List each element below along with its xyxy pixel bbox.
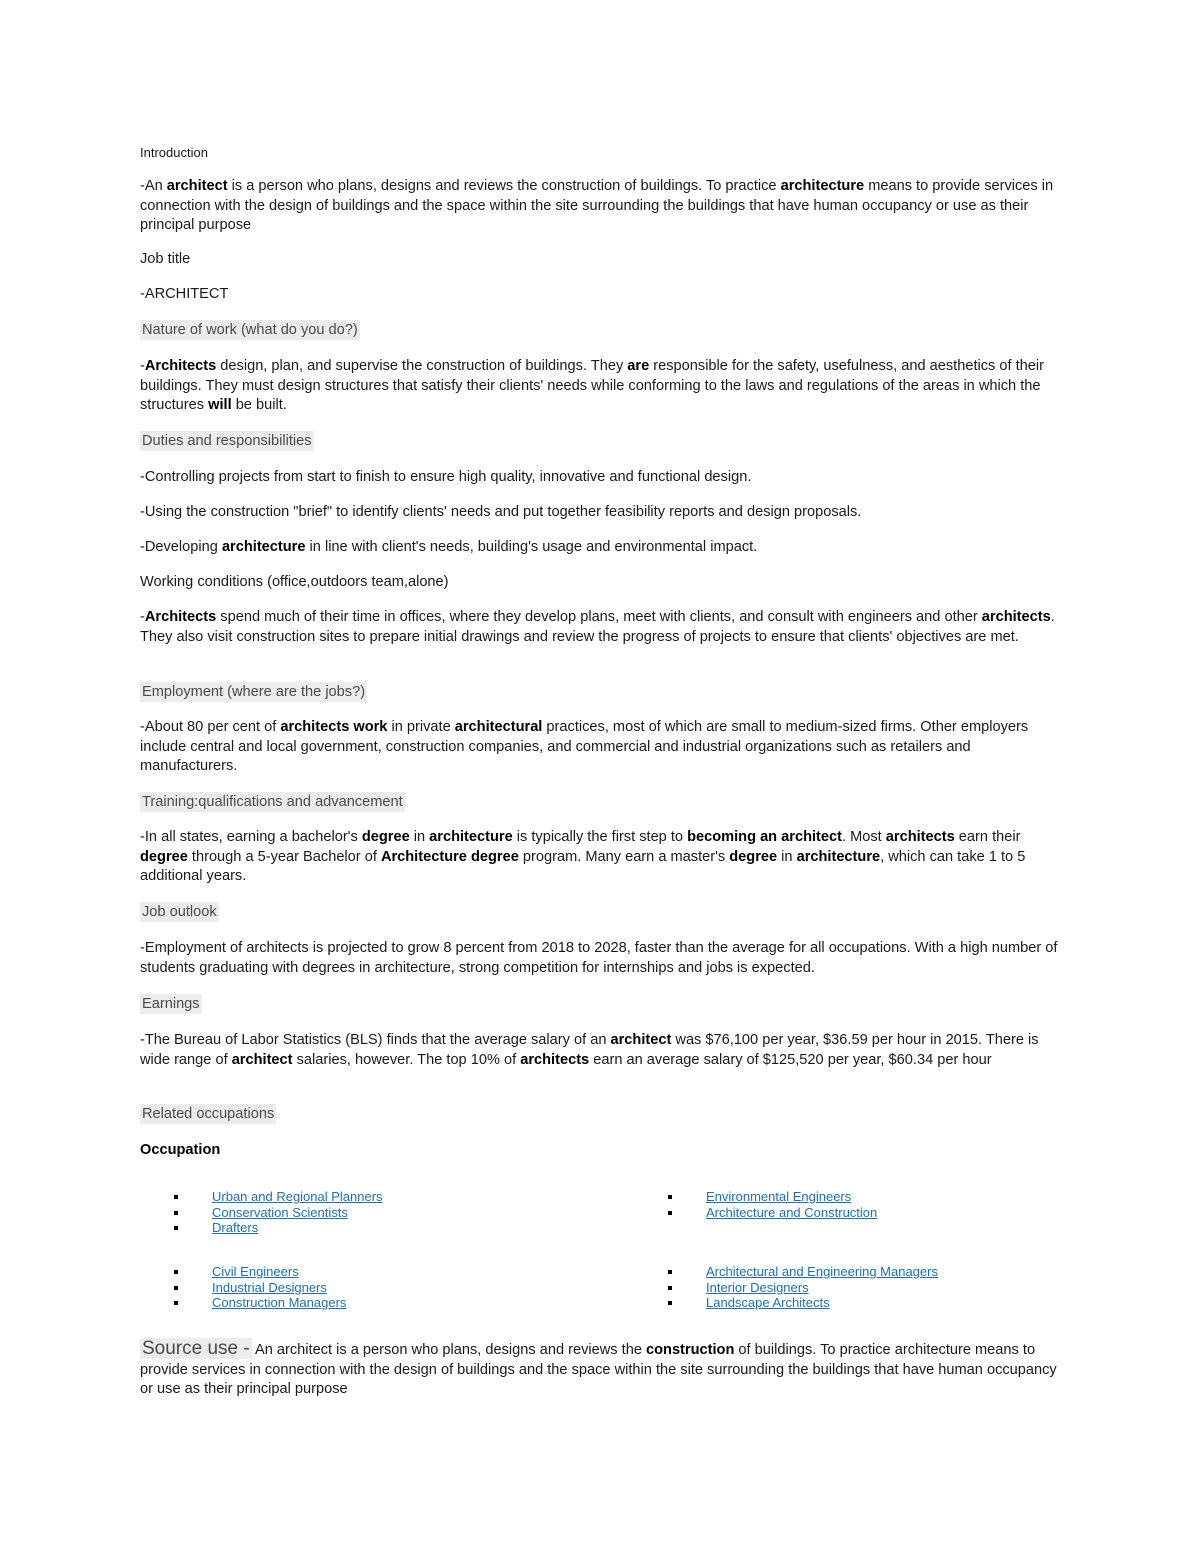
employment-paragraph [140, 718, 1060, 777]
intro-text-2: is a person who plans, designs and reviews the construction of buildings. To practice [227, 178, 781, 194]
earnings-heading [140, 994, 1060, 1015]
training-text-9: , which can take 1 to 5 additional years. [140, 848, 1026, 884]
nature-heading-text: Nature of work (what do you do?) [142, 322, 358, 338]
job-title-heading [140, 250, 1060, 270]
list-item [174, 1205, 383, 1221]
intro-heading [140, 143, 1060, 163]
list-item [174, 1264, 346, 1280]
employment-bold-2: architectural [454, 719, 543, 735]
training-text-7: program. Many earn a master's [518, 848, 730, 865]
working-heading-text: Working conditions (office,outdoors team,alone) [140, 574, 449, 590]
duties-item-3-bold: architecture [221, 539, 306, 555]
list-item [668, 1280, 938, 1296]
bullet-icon [174, 1286, 178, 1290]
bullet-icon [668, 1286, 672, 1290]
employment-text-1: -About 80 per cent of [140, 719, 281, 735]
bullet-icon [668, 1211, 672, 1215]
bullet-icon [668, 1195, 672, 1199]
duties-heading [140, 431, 1060, 452]
source-paragraph [140, 1339, 1060, 1400]
bullet-icon [668, 1270, 672, 1274]
training-text-4: . Most [842, 829, 886, 845]
list-item [174, 1295, 346, 1311]
duties-item-1-text: -Controlling projects from start to finish to ensure high quality, innovative and functional design. [140, 469, 752, 485]
employment-heading [140, 682, 1060, 703]
occupation-list-right-1 [668, 1189, 877, 1220]
duties-item-3-text-2: in line with client's needs, building's usage and environmental impact. [305, 539, 758, 555]
duties-item-3-text-1: -Developing [140, 539, 222, 555]
occupation-link[interactable]: Environmental Engineers [706, 1189, 852, 1204]
intro-heading-text: Introduction [140, 145, 208, 160]
outlook-heading [140, 902, 1060, 923]
nature-text-4: be built. [231, 397, 287, 413]
job-title-value [140, 285, 1060, 305]
training-text-2: in [409, 829, 430, 845]
intro-bold-architect: architect [166, 178, 228, 194]
earnings-bold-2: architect [231, 1051, 293, 1068]
source-heading: Source use - [142, 1338, 250, 1359]
bullet-icon [174, 1270, 178, 1274]
training-bold-3: becoming an architect [687, 829, 842, 845]
training-heading [140, 792, 1060, 813]
occupation-link[interactable]: Conservation Scientists [212, 1204, 348, 1220]
training-bold-5: degree [140, 848, 188, 865]
nature-heading [140, 320, 1060, 341]
occupation-link[interactable]: Civil Engineers [212, 1264, 299, 1279]
employment-bold-1: architects work [280, 719, 388, 735]
working-bold-2: architects [981, 609, 1051, 625]
list-item [174, 1189, 383, 1205]
occupation-list-left-2 [174, 1264, 346, 1311]
training-heading-text: Training:qualifications and advancement [142, 794, 403, 810]
nature-paragraph [140, 357, 1060, 416]
training-bold-8: architecture [796, 848, 881, 865]
list-item [668, 1264, 938, 1280]
occupation-link[interactable]: Urban and Regional Planners [212, 1189, 383, 1204]
source-bold: construction [646, 1342, 735, 1358]
occupation-label-text: Occupation [140, 1142, 221, 1158]
list-item [174, 1220, 383, 1236]
duties-heading-text: Duties and responsibilities [142, 433, 312, 449]
intro-paragraph [140, 177, 1060, 236]
working-text-1: - [140, 609, 145, 625]
training-bold-2: architecture [429, 829, 513, 845]
training-text-6: through a 5-year Bachelor of [187, 848, 381, 865]
source-text-2: of buildings. To practice architecture means to provide services in connection with the design of buildings and the space within the site surrounding the buildings that have human occupancy or use as their principal purpose [140, 1342, 1057, 1397]
outlook-heading-text: Job outlook [142, 904, 217, 920]
job-title-value-text: -ARCHITECT [140, 286, 229, 302]
bullet-icon [668, 1301, 672, 1305]
occupation-label [140, 1141, 1060, 1161]
bullet-icon [174, 1195, 178, 1199]
bullet-icon [174, 1301, 178, 1305]
occupation-link[interactable]: Industrial Designers [212, 1279, 327, 1295]
training-text-5: earn their [954, 829, 1021, 845]
nature-bold-3: will [208, 397, 232, 413]
bullet-icon [174, 1211, 178, 1215]
outlook-text: -Employment of architects is projected to grow 8 percent from 2018 to 2028, faster than the average for all occupations. With a high number of students graduating with degrees in architecture, strong competition for internships and jobs is expected. [140, 940, 1058, 976]
list-item [668, 1295, 938, 1311]
list-item [668, 1205, 877, 1221]
nature-bold-1: Architects [144, 358, 217, 374]
earnings-text-1: -The Bureau of Labor Statistics (BLS) finds that the average salary of an [140, 1032, 611, 1048]
occupation-list-right-2 [668, 1264, 938, 1311]
list-item [174, 1280, 346, 1296]
working-text-3: . They also visit construction sites to prepare initial drawings and review the progress of projects to ensure that clients' objectives are met. [140, 609, 1055, 645]
training-bold-1: degree [361, 829, 410, 845]
intro-text-1: -An [140, 178, 167, 194]
nature-bold-2: are [627, 358, 650, 374]
occupation-list-left-1 [174, 1189, 383, 1236]
employment-text-3: practices, most of which are small to medium-sized firms. Other employers include central and local government, construction companies, and commercial and industrial organizations such as retailers and manufacturers. [140, 719, 1029, 774]
employment-heading-text: Employment (where are the jobs?) [142, 684, 366, 700]
working-paragraph [140, 608, 1060, 647]
intro-text-3: means to provide services in connection with the design of buildings and the space within the site surrounding the buildings that have human occupancy or use as their principal purpose [140, 178, 1054, 233]
duties-item-2 [140, 503, 1060, 523]
nature-text-3: responsible for the safety, usefulness, and aesthetics of their buildings. They must design structures that satisfy their clients' needs while conforming to the laws and regulations of the areas in which the structures [140, 358, 1045, 413]
earnings-heading-text: Earnings [142, 996, 200, 1012]
earnings-bold-1: architect [610, 1032, 672, 1048]
earnings-bold-3: architects [520, 1051, 590, 1068]
related-heading [140, 1104, 1060, 1125]
training-text-8: in [777, 848, 797, 865]
earnings-text-3: salaries, however. The top 10% of [292, 1051, 521, 1068]
working-bold-1: Architects [144, 609, 217, 625]
duties-item-1 [140, 468, 1060, 488]
occupation-link[interactable]: Drafters [212, 1220, 259, 1235]
training-paragraph [140, 828, 1060, 887]
intro-bold-architecture: architecture [780, 178, 865, 194]
working-text-2: spend much of their time in offices, where they develop plans, meet with clients, and consult with engineers and other [216, 609, 982, 625]
training-bold-7: degree [729, 848, 778, 865]
nature-text-1: - [140, 358, 145, 374]
training-text-3: is typically the first step to [512, 829, 688, 845]
training-bold-4: architects [885, 829, 955, 845]
outlook-paragraph [140, 939, 1060, 978]
occupation-link[interactable]: Construction Managers [212, 1295, 347, 1310]
related-heading-text: Related occupations [142, 1106, 275, 1122]
nature-text-2: design, plan, and supervise the construction of buildings. They [216, 358, 628, 374]
working-heading [140, 573, 1060, 593]
job-title-heading-text: Job title [140, 251, 191, 267]
occupation-link[interactable]: Architecture and Construction [706, 1204, 878, 1220]
earnings-text-2: was $76,100 per year, $36.59 per hour in 2015. There is wide range of [140, 1032, 1039, 1068]
training-text-1: -In all states, earning a bachelor's [140, 829, 362, 845]
earnings-paragraph [140, 1031, 1060, 1070]
list-item [668, 1189, 877, 1205]
occupation-link[interactable]: Interior Designers [706, 1279, 809, 1295]
bullet-icon [174, 1226, 178, 1230]
training-bold-6: Architecture degree [380, 848, 519, 865]
occupation-link[interactable]: Architectural and Engineering Managers [706, 1264, 938, 1279]
earnings-text-4: earn an average salary of $125,520 per year, $60.34 per hour [589, 1051, 992, 1068]
employment-text-2: in private [387, 719, 455, 735]
occupation-link[interactable]: Landscape Architects [706, 1295, 830, 1310]
duties-item-2-text: -Using the construction "brief" to identify clients' needs and put together feasibility reports and design proposals. [140, 504, 862, 520]
duties-item-3 [140, 538, 1060, 558]
source-text-1: An architect is a person who plans, designs and reviews the [251, 1342, 646, 1358]
